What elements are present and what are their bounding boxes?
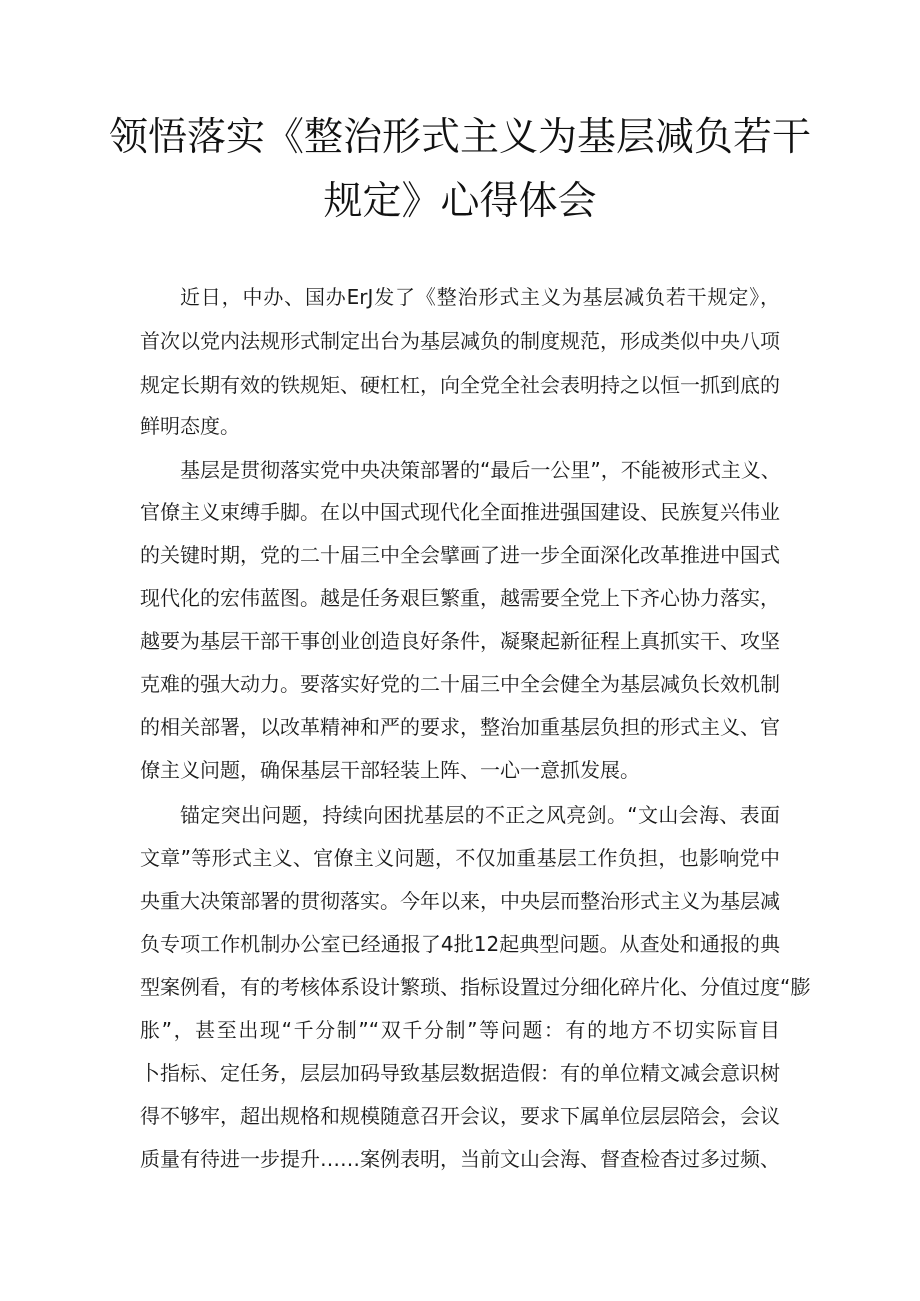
paragraph-3-line-8: 得不够牢，超出规格和规模随意召开会议，要求下属单位层层陪会，会议 <box>140 1104 780 1128</box>
document-title-line-1: 领悟落实《整治形式主义为基层减负若干 <box>108 115 811 160</box>
paragraph-3-line-5: 型案例看，有的考核体系设计繁琐、指标设置过分细化碎片化、分值过度“膨 <box>140 975 811 999</box>
paragraph-1-line-2: 首次以党内法规形式制定出台为基层减负的制度规范，形成类似中央八项 <box>140 329 780 353</box>
paragraph-2-line-3: 的关键时期，党的二十届三中全会擘画了进一步全面深化改革推进中国式 <box>140 543 780 567</box>
paragraph-2-line-6: 克难的强大动力。要落实好党的二十届三中全会健全为基层减负长效机制 <box>140 672 780 696</box>
paragraph-2-line-4: 现代化的宏伟蓝图。越是任务艰巨繁重，越需要全党上下齐心协力落实， <box>140 586 780 610</box>
paragraph-3-line-6: 胀”，甚至出现“千分制”“双千分制”等问题：有的地方不切实际盲目 <box>140 1018 780 1042</box>
paragraph-3-line-3: 央重大决策部署的贯彻落实。今年以来，中央层而整治形式主义为基层减 <box>140 889 780 913</box>
paragraph-3-line-4: 负专项工作机制办公室已经通报了4批12起典型问题。从查处和通报的典 <box>140 932 780 956</box>
paragraph-3-line-1: 锚定突出问题，持续向困扰基层的不正之风亮剑。“文山会海、表面 <box>180 803 780 827</box>
paragraph-1-line-4: 鲜明态度。 <box>140 414 240 438</box>
paragraph-3-line-2: 文章”等形式主义、官僚主义问题，不仅加重基层工作负担，也影响党中 <box>140 846 780 870</box>
paragraph-2-line-5: 越要为基层干部干事创业创造良好条件，凝聚起新征程上真抓实干、攻坚 <box>140 629 780 653</box>
paragraph-2-line-7: 的相关部署，以改革精神和严的要求，整治加重基层负担的形式主义、官 <box>140 715 780 739</box>
document-title-line-2: 规定》心得体会 <box>323 179 597 224</box>
paragraph-3-line-9: 质量有待进一步提升……案例表明，当前文山会海、督查检杳过多过频、 <box>140 1147 780 1171</box>
paragraph-1-line-3: 规定长期有效的铁规矩、硬杠杠，向全党全社会表明持之以恒一抓到底的 <box>140 373 780 397</box>
paragraph-3-line-7: 卜指标、定任务，层层加码导致基层数据造假：有的单位精文减会意识树 <box>140 1061 780 1085</box>
paragraph-1-line-1: 近日，中办、国办ErJ发了《整治形式主义为基层减负若干规定》， <box>180 285 780 309</box>
paragraph-2-line-2: 官僚主义束缚手脚。在以中国式现代化全面推进强国建设、民族复兴伟业 <box>140 500 780 524</box>
paragraph-2-line-8: 僚主义问题，确保基层干部轻装上阵、一心一意抓发展。 <box>140 758 640 782</box>
paragraph-2-line-1: 基层是贯彻落实党中央决策部署的“最后一公里”，不能被形式主义、 <box>180 458 781 482</box>
